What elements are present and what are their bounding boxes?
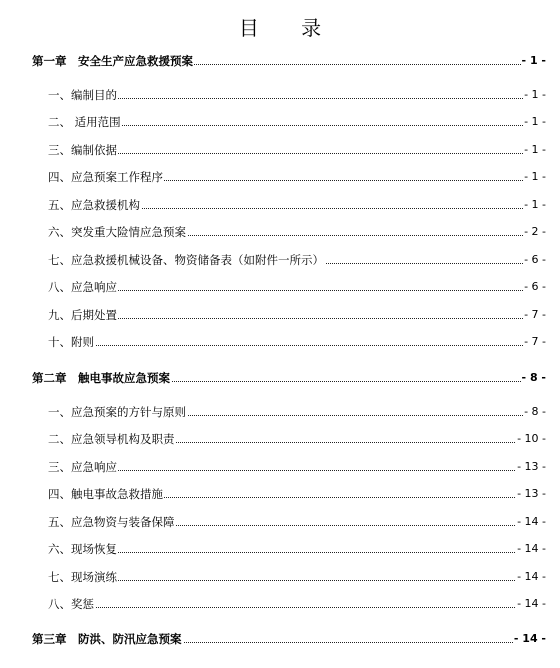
toc-entry-section[interactable] bbox=[0, 168, 560, 186]
dot-leader bbox=[60, 607, 529, 608]
toc-entry-label: 一、编制目的 bbox=[48, 88, 117, 102]
toc-entry-label: 第一章 安全生产应急救援预案 bbox=[32, 54, 193, 68]
toc-entry-page-number: - 2 - bbox=[523, 223, 546, 241]
toc-entry-page-number: - 13 - bbox=[516, 458, 546, 476]
toc-entry-label: 第三章 防洪、防汛应急预案 bbox=[32, 632, 182, 646]
dot-leader bbox=[60, 470, 529, 471]
toc-entry-chapter-2[interactable] bbox=[0, 369, 560, 387]
toc-entry-label: 四、应急预案工作程序 bbox=[48, 170, 163, 184]
toc-entry-page-number: - 14 - bbox=[516, 540, 546, 558]
toc-entry-page-number: - 14 - bbox=[516, 568, 546, 586]
toc-entry-chapter-1[interactable] bbox=[0, 52, 560, 70]
toc-entry-section[interactable] bbox=[0, 196, 560, 214]
toc-entry-label: 九、后期处置 bbox=[48, 308, 117, 322]
toc-entry-label: 七、应急救援机械设备、物资储备表（如附件一所示） bbox=[48, 253, 324, 267]
toc-entry-label: 五、应急物资与装备保障 bbox=[48, 515, 175, 529]
toc-entry-page-number: - 1 - bbox=[523, 113, 546, 131]
toc-entry-page-number: - 1 - bbox=[523, 86, 546, 104]
toc-entry-label: 三、应急响应 bbox=[48, 460, 117, 474]
toc-entry-label: 七、现场演练 bbox=[48, 570, 117, 584]
toc-entry-label: 一、应急预案的方针与原则 bbox=[48, 405, 186, 419]
toc-entry-section[interactable] bbox=[0, 306, 560, 324]
toc-entry-page-number: - 1 - bbox=[523, 168, 546, 186]
toc-title: 目 录 bbox=[238, 16, 340, 40]
dot-leader bbox=[60, 153, 529, 154]
toc-entry-page-number: - 6 - bbox=[523, 251, 546, 269]
toc-entry-section[interactable] bbox=[0, 458, 560, 476]
toc-entry-section[interactable] bbox=[0, 223, 560, 241]
toc-entry-page-number: - 7 - bbox=[523, 306, 546, 324]
toc-entry-section[interactable] bbox=[0, 568, 560, 586]
toc-entry-label: 八、应急响应 bbox=[48, 280, 117, 294]
toc-entry-page-number: - 8 - bbox=[523, 403, 546, 421]
toc-entry-page-number: - 1 - bbox=[523, 141, 546, 159]
toc-entry-section[interactable] bbox=[0, 430, 560, 448]
dot-leader bbox=[60, 98, 529, 99]
toc-entry-section[interactable] bbox=[0, 513, 560, 531]
toc-entry-label: 十、附则 bbox=[48, 335, 94, 349]
dot-leader bbox=[60, 345, 529, 346]
toc-entry-label: 二、 适用范围 bbox=[48, 115, 121, 129]
toc-entry-section[interactable] bbox=[0, 403, 560, 421]
toc-entry-page-number: - 8 - bbox=[521, 369, 546, 387]
toc-entry-page-number: - 10 - bbox=[516, 430, 546, 448]
dot-leader bbox=[60, 125, 529, 126]
toc-entry-label: 第二章 触电事故应急预案 bbox=[32, 371, 170, 385]
toc-entry-section[interactable] bbox=[0, 141, 560, 159]
toc-entry-section[interactable] bbox=[0, 251, 560, 269]
toc-entry-label: 三、编制依据 bbox=[48, 143, 117, 157]
toc-entry-label: 四、触电事故急救措施 bbox=[48, 487, 163, 501]
toc-entry-section[interactable] bbox=[0, 485, 560, 503]
toc-entry-chapter-3[interactable] bbox=[0, 630, 560, 648]
toc-entry-section[interactable] bbox=[0, 595, 560, 613]
dot-leader bbox=[60, 580, 529, 581]
dot-leader bbox=[60, 552, 529, 553]
toc-entry-page-number: - 6 - bbox=[523, 278, 546, 296]
toc-entry-section[interactable] bbox=[0, 113, 560, 131]
toc-entry-label: 二、应急领导机构及职责 bbox=[48, 432, 175, 446]
toc-entry-label: 五、应急救援机构 bbox=[48, 198, 140, 212]
toc-entry-section[interactable] bbox=[0, 278, 560, 296]
dot-leader bbox=[60, 318, 529, 319]
toc-entry-page-number: - 14 - bbox=[516, 595, 546, 613]
toc-entry-label: 六、现场恢复 bbox=[48, 542, 117, 556]
toc-entry-section[interactable] bbox=[0, 333, 560, 351]
toc-entry-page-number: - 14 - bbox=[513, 630, 546, 648]
toc-entry-page-number: - 7 - bbox=[523, 333, 546, 351]
toc-entry-page-number: - 13 - bbox=[516, 485, 546, 503]
toc-entry-section[interactable] bbox=[0, 86, 560, 104]
toc-entry-label: 六、突发重大险情应急预案 bbox=[48, 225, 186, 239]
toc-entry-page-number: - 1 - bbox=[521, 52, 546, 70]
toc-entry-page-number: - 1 - bbox=[523, 196, 546, 214]
toc-entry-page-number: - 14 - bbox=[516, 513, 546, 531]
dot-leader bbox=[60, 290, 529, 291]
toc-entry-label: 八、奖惩 bbox=[48, 597, 94, 611]
toc-entry-section[interactable] bbox=[0, 540, 560, 558]
